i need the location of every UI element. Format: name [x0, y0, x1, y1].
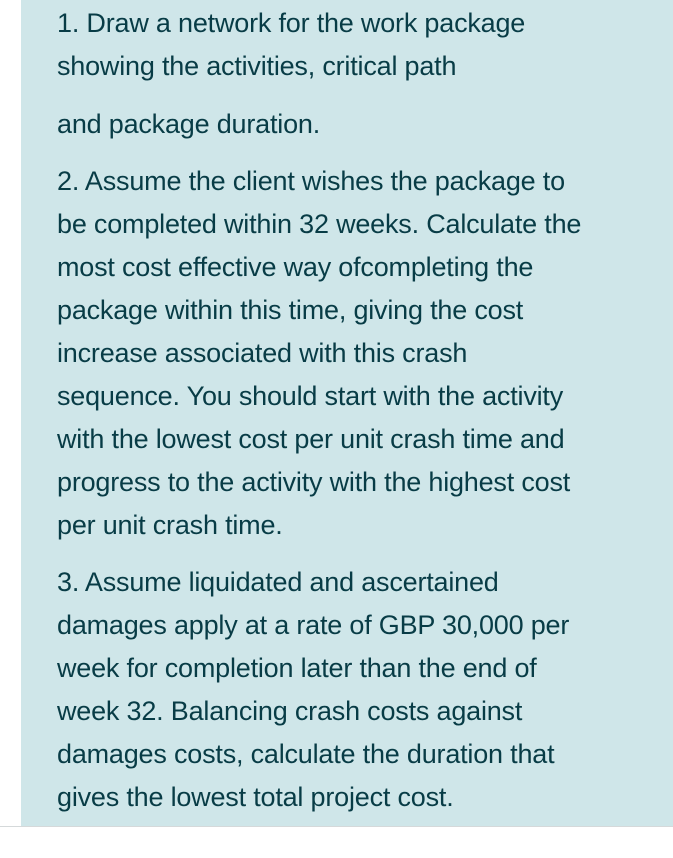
text-line: most cost effective way ofcompleting the [57, 252, 534, 282]
text-line: 2. Assume the client wishes the package to [57, 166, 565, 196]
text-line: with the lowest cost per unit crash time and [57, 424, 565, 454]
text-line: damages apply at a rate of GBP 30,000 per [57, 610, 570, 640]
text-line: 1. Draw a network for the work package [57, 8, 526, 38]
text-line: showing the activities, critical path [57, 51, 457, 81]
text-line: per unit crash time. [57, 510, 283, 540]
text-line: sequence. You should start with the activity [57, 381, 564, 411]
text-line: damages costs, calculate the duration that [57, 739, 555, 769]
question-2-text [57, 160, 657, 547]
question-3-text [57, 561, 657, 819]
text-line: and package duration. [57, 109, 321, 139]
text-line: week for completion later than the end of [57, 653, 537, 683]
question-1-text [57, 2, 657, 88]
text-line: 3. Assume liquidated and ascertained [57, 567, 499, 597]
question-1-continuation [57, 103, 657, 146]
text-line: gives the lowest total project cost. [57, 782, 454, 812]
text-line: increase associated with this crash [57, 338, 468, 368]
bottom-divider [0, 826, 673, 827]
text-line: week 32. Balancing crash costs against [57, 696, 523, 726]
text-line: be completed within 32 weeks. Calculate the [57, 209, 582, 239]
text-line: progress to the activity with the highest cost [57, 467, 571, 497]
text-line: package within this time, giving the cost [57, 295, 524, 325]
